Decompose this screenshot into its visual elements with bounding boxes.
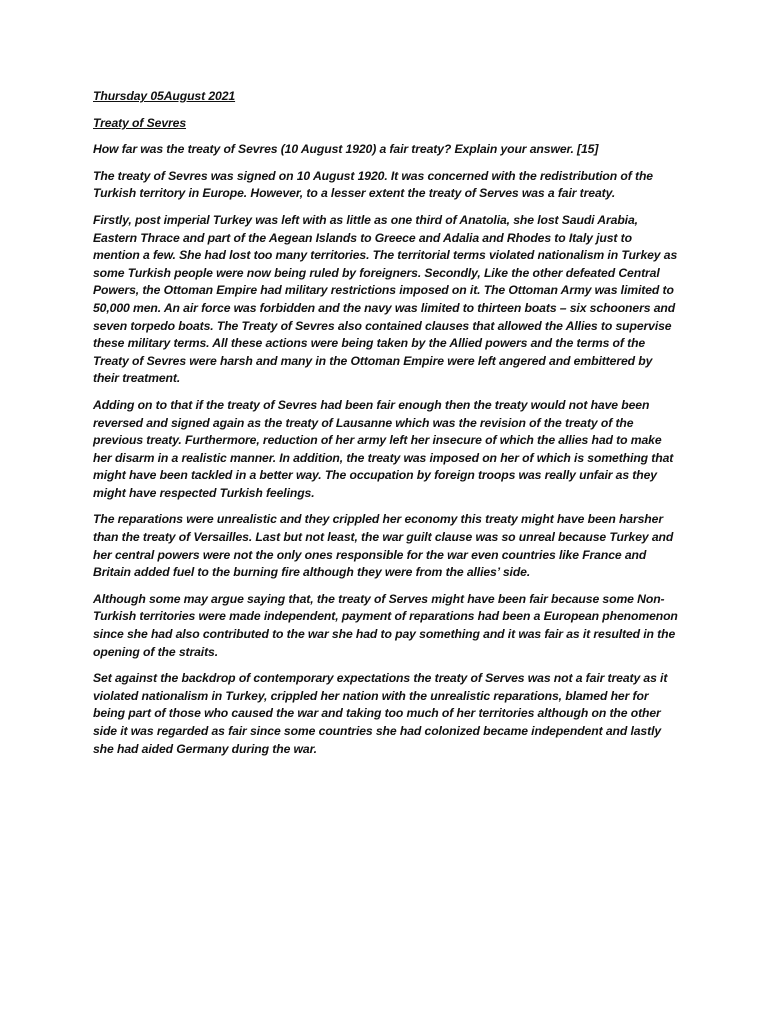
paragraph-conclusion: Set against the backdrop of contemporary expectations the treaty of Serves was not a fair treaty as it violated nationalism in Turkey, crippled her nation with the unrealistic reparations, blamed her for being part of those who caused the war and taking too much of her territories although on the other side it was regarded as fair since some countries she had colonized became independent and lastly she had aided Germany during the war. bbox=[93, 671, 668, 756]
paragraph-lausanne-revision: Adding on to that if the treaty of Sevres had been fair enough then the treaty would not have been reversed and signed again as the treaty of Lausanne which was the revision of the treaty of the previous treaty. Furthermore, reduction of her army left her insecure of which the allies had to make her disarm in a realistic manner. In addition, the treaty was imposed on her of which is something that might have been tackled in a better way. The occupation by foreign troops was really unfair as they might have respected Turkish feelings. bbox=[93, 397, 674, 500]
paragraph-territories-military: Firstly, post imperial Turkey was left with as little as one third of Anatolia, she lost Saudi Arabia, Eastern Thrace and part of the Aegean Islands to Greece and Adalia and Rhodes to Italy just to mention a few. She had lost too many territories. The territorial terms violated nationalism in Turkey as some Turkish people were now being ruled by foreigners. Secondly, Like the other defeated Central Powers, the Ottoman Empire had military restrictions imposed on it. The Ottoman Army was limited to 50,000 men. An air force was forbidden and the navy was limited to thirteen boats – six schooners and seven torpedo boats. The Treaty of Sevres also contained clauses that allowed the Allies to supervise these military terms. All these actions were being taken by the Allied powers and the terms of the Treaty of Sevres were harsh and many in the Ottoman Empire were left angered and embittered by their treatment. bbox=[93, 212, 678, 386]
title-line bbox=[93, 115, 679, 133]
essay-question: How far was the treaty of Sevres (10 August 1920) a fair treaty? Explain your answer. [15] bbox=[93, 142, 599, 157]
document-page bbox=[93, 88, 679, 767]
paragraph-reparations-war-guilt: The reparations were unrealistic and they crippled her economy this treaty might have been harsher than the treaty of Versailles. Last but not least, the war guilt clause was so unreal because Turkey and her central powers were not the only ones responsible for the war even countries like France and Britain added fuel to the burning fire although they were from the allies’ side. bbox=[93, 512, 674, 580]
paragraph-introduction: The treaty of Sevres was signed on 10 August 1920. It was concerned with the redistribution of the Turkish territory in Europe. However, to a lesser extent the treaty of Serves was a fair treaty. bbox=[93, 168, 653, 201]
document-date: Thursday 05August 2021 bbox=[93, 89, 236, 103]
document-title: Treaty of Sevres bbox=[93, 115, 187, 130]
paragraph-counterargument: Although some may argue saying that, the treaty of Serves might have been fair because some Non-Turkish territories were made independent, payment of reparations had been a European phenomenon since she had also contributed to the war she had to pay something and it was fair as it resulted in the opening of the straits. bbox=[93, 591, 678, 659]
date-line bbox=[93, 88, 679, 106]
